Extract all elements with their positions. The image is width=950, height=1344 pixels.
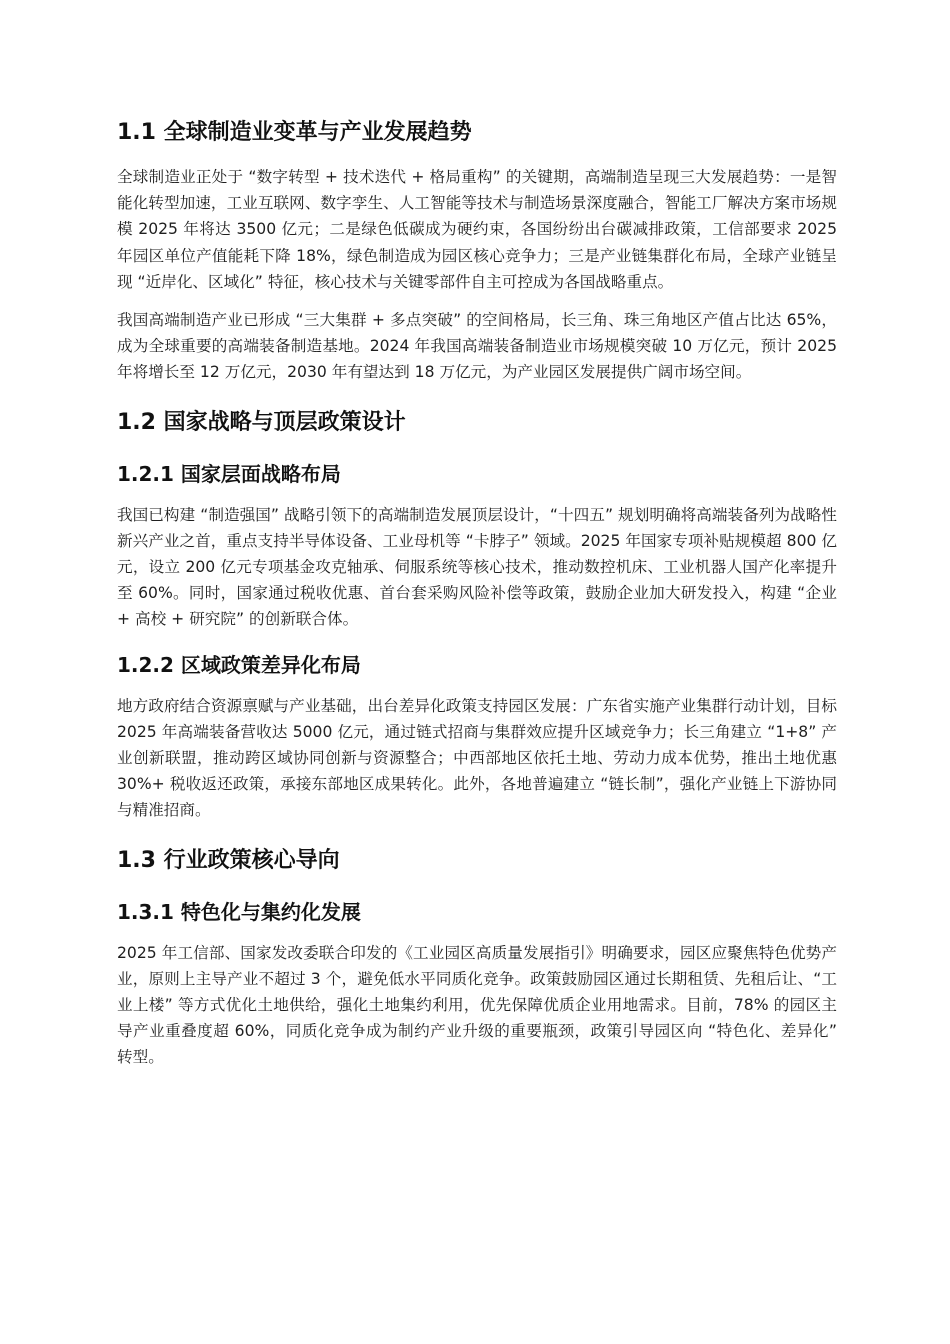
paragraph-1-3-1: 2025 年工信部、国家发改委联合印发的《工业园区高质量发展指引》明确要求，园区应聚焦特色优势产业，原则上主导产业不超过 3 个，避免低水平同质化竞争。政策鼓励园区通过长期租赁、先租后让、“工业上楼” 等方式优化土地供给，强化土地集约利用，优先保障优质企业用地需求。目前，78% 的园区主导产业重叠度超 60%，同质化竞争成为制约产业升级的重要瓶颈，政策引导园区向 “特色化、差异化” 转型。 — [117, 943, 837, 1067]
paragraph-1-2-2: 地方政府结合资源禀赋与产业基础，出台差异化政策支持园区发展：广东省实施产业集群行动计划，目标 2025 年高端装备营收达 5000 亿元，通过链式招商与集群效应提升区域竞争力；长三角建立 “1+8” 产业创新联盟，推动跨区域协同创新与资源整合；中西部地区依托土地、劳动力成本优势，推出土地优惠 30%+ 税收返还政策，承接东部地区成果转化。此外，各地普遍建立 “链长制”，强化产业链上下游协同与精准招商。 — [117, 696, 837, 820]
document-page — [117, 112, 837, 1071]
subsection-heading-1-2-2: 1.2.2 区域政策差异化布局 — [117, 652, 361, 677]
subsection-heading-1-3-1: 1.3.1 特色化与集约化发展 — [117, 899, 361, 924]
subsection-heading-1-2-1: 1.2.1 国家层面战略布局 — [117, 461, 341, 486]
section-heading-1-2: 1.2 国家战略与顶层政策设计 — [117, 409, 406, 435]
section-heading-1-3: 1.3 行业政策核心导向 — [117, 847, 340, 873]
section-heading-1-1: 1.1 全球制造业变革与产业发展趋势 — [117, 120, 472, 145]
paragraph-1-2-1: 我国已构建 “制造强国” 战略引领下的高端制造发展顶层设计，“十四五” 规划明确将高端装备列为战略性新兴产业之首，重点支持半导体设备、工业母机等 “卡脖子” 领域。2025 年国家专项补贴规模超 800 亿元，设立 200 亿元专项基金攻克轴承、伺服系统等核心技术，推动数控机床、工业机器人国产化率提升至 60%。同时，国家通过税收优惠、首台套采购风险补偿等政策，鼓励企业加大研发投入，构建 “企业 + 高校 + 研究院” 的创新联合体。 — [117, 505, 837, 629]
paragraph-1-1-b: 我国高端制造产业已形成 “三大集群 + 多点突破” 的空间格局，长三角、珠三角地区产值占比达 65%，成为全球重要的高端装备制造基地。2024 年我国高端装备制造业市场规模突破 10 万亿元，预计 2025 年将增长至 12 万亿元，2030 年有望达到 18 万亿元，为产业园区发展提供广阔市场空间。 — [117, 311, 837, 382]
paragraph-1-1-a: 全球制造业正处于 “数字转型 + 技术迭代 + 格局重构” 的关键期，高端制造呈现三大发展趋势：一是智能化转型加速，工业互联网、数字孪生、人工智能等技术与制造场景深度融合，智能工厂解决方案市场规模 2025 年将达 3500 亿元；二是绿色低碳成为硬约束，各国纷纷出台碳减排政策，工信部要求 2025 年园区单位产值能耗下降 18%，绿色制造成为园区核心竞争力；三是产业链集群化布局，全球产业链呈现 “近岸化、区域化” 特征，核心技术与关键零部件自主可控成为各国战略重点。 — [117, 168, 837, 291]
